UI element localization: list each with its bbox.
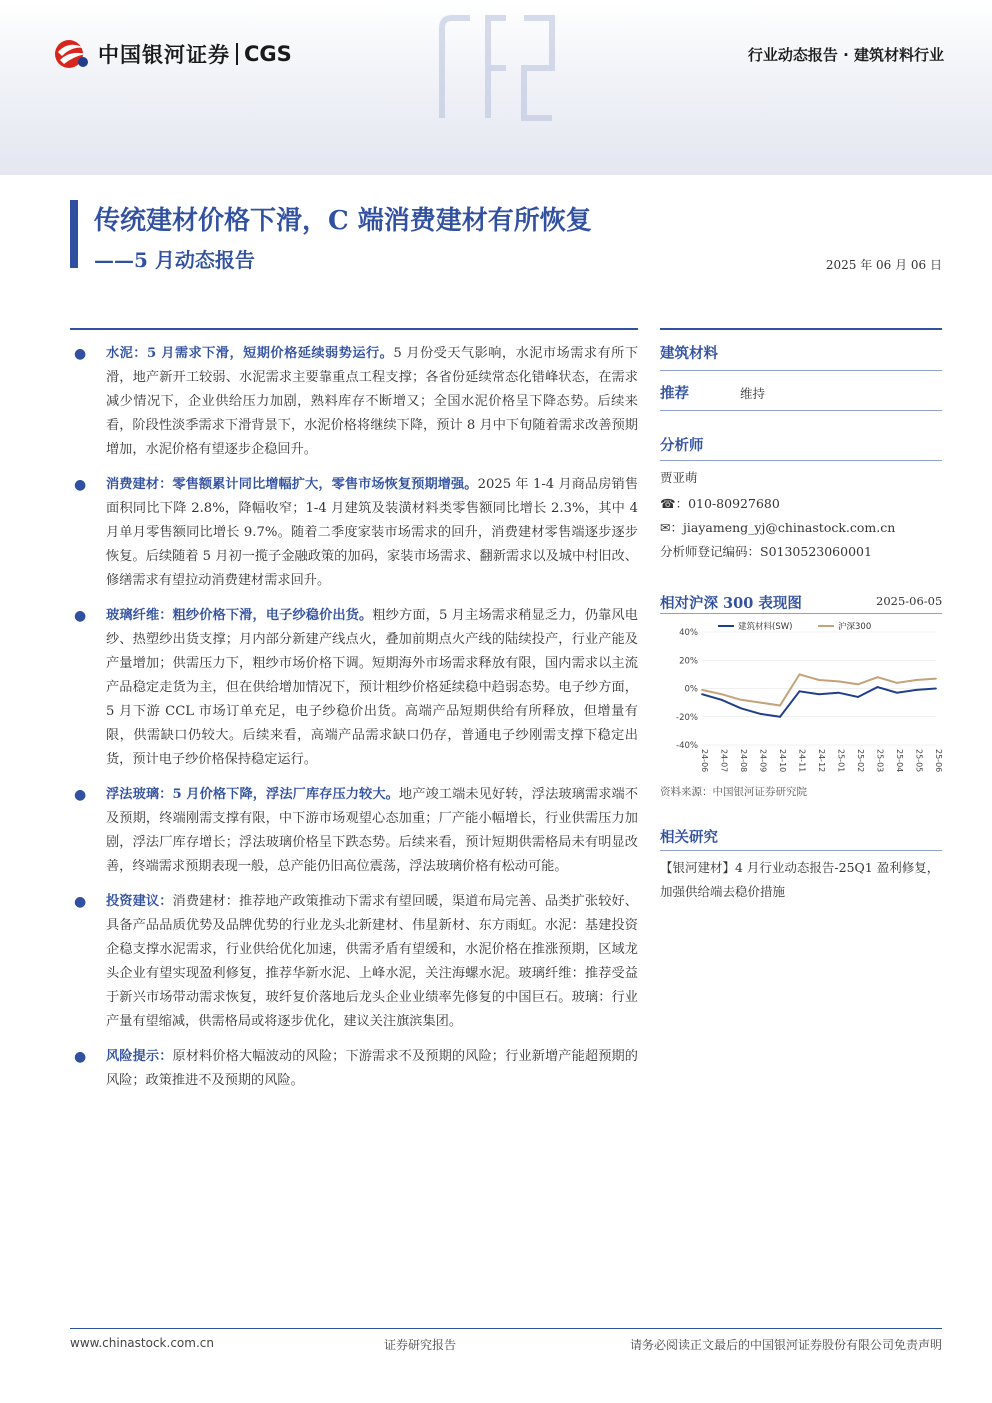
bullet-cement xyxy=(70,342,638,462)
bullet-head: 水泥：5 月需求下滑，短期价格延续弱势运行。 xyxy=(106,346,394,361)
sidebar-divider xyxy=(660,410,942,411)
analyst-license: 分析师登记编码：S0130523060001 xyxy=(660,544,872,559)
series-line xyxy=(702,674,936,705)
phone-icon: ☎ xyxy=(660,496,676,511)
bullet-dot-icon: ● xyxy=(74,346,87,362)
series-point xyxy=(779,705,781,707)
bullet-body: 消费建材：推荐地产政策推动下需求有望回暖，渠道布局完善、品类扩张较好、具备产品品质优势及品牌优势的行业龙头北新建材、伟星新材、东方雨虹。水泥：基建投资企稳支撑水泥需求，行业供给优化加速，供需矛盾有望缓和，水泥价格在推涨预期，区域龙头企业有望实现盈利修复，推荐华新水泥、上峰水泥，关注海螺水泥。玻璃纤维：推荐受益于新兴市场带动需求恢复，玻纤复价落地后龙头企业业绩率先修复的中国巨石。玻璃：行业产量有望缩减，供需格局或将逐步优化，建议关注旗滨集团。 xyxy=(106,894,638,1029)
bullet-head: 投资建议： xyxy=(106,894,173,909)
x-tick-label: 24-11 xyxy=(797,749,807,773)
x-tick-label: 24-12 xyxy=(817,749,826,773)
sidebar-rating-label: 推荐 xyxy=(660,385,689,402)
series-point xyxy=(779,716,781,718)
chart-source: 资料来源：中国银河证券研究院 xyxy=(660,786,807,798)
footer-website[interactable]: www.chinastock.com.cn xyxy=(70,1336,214,1350)
summary-bullets xyxy=(70,342,638,1104)
chart-date: 2025-06-05 xyxy=(876,594,943,608)
series-point xyxy=(896,682,898,684)
series-point xyxy=(877,686,879,688)
x-tick-label: 24-09 xyxy=(758,749,768,773)
bullet-dot-icon: ● xyxy=(74,608,87,624)
series-point xyxy=(740,707,742,709)
series-point xyxy=(896,692,898,694)
series-point xyxy=(799,673,801,675)
series-point xyxy=(857,683,859,685)
related-header: 相关研究 xyxy=(660,829,718,846)
bullet-dot-icon: ● xyxy=(74,477,87,493)
bullet-head: 风险提示： xyxy=(106,1049,173,1064)
series-point xyxy=(916,679,918,681)
x-tick-label: 25-04 xyxy=(895,749,904,773)
chart-title: 相对沪深 300 表现图 xyxy=(660,595,802,612)
bullet-float-glass xyxy=(70,783,638,879)
series-point xyxy=(701,689,703,691)
logo-text: 中国银河证券 xyxy=(98,43,230,67)
legend-label: 沪深300 xyxy=(838,622,872,632)
analyst-email-row: ✉：jiayameng_yj@chinastock.com.cn xyxy=(660,520,896,535)
bullet-head: 浮法玻璃：5 月价格下降，浮法厂库存压力较大。 xyxy=(106,787,399,802)
x-tick-label: 25-05 xyxy=(914,749,924,773)
page-title: 传统建材价格下滑，C 端消费建材有所恢复 xyxy=(94,206,592,236)
x-tick-label: 24-06 xyxy=(700,749,709,773)
related-item[interactable]: 【银河建材】4 月行业动态报告-25Q1 盈利修复，加强供给端去稳价措施 xyxy=(660,860,940,899)
series-point xyxy=(740,699,742,701)
sidebar-divider xyxy=(660,850,942,851)
bullet-head: 消费建材：零售额累计同比增幅扩大，零售市场恢复预期增强。 xyxy=(106,477,478,492)
series-point xyxy=(721,693,723,695)
bullet-risk xyxy=(70,1045,638,1093)
series-point xyxy=(857,696,859,698)
bullet-dot-icon: ● xyxy=(74,787,87,803)
y-tick-label: 40% xyxy=(679,628,698,638)
x-tick-label: 25-06 xyxy=(934,749,943,773)
series-point xyxy=(877,676,879,678)
logo-cgs: CGS xyxy=(244,42,292,66)
series-line xyxy=(702,687,936,717)
series-point xyxy=(760,702,762,704)
series-point xyxy=(818,679,820,681)
sidebar-rule xyxy=(660,328,942,330)
sidebar-divider xyxy=(660,460,942,461)
bullet-body: 2025 年 1-4 月商品房销售面积同比下降 2.8%，降幅收窄；1-4 月建筑及装潢材料类零售额同比增长 2.3%，其中 4 月单月零售额同比增长 9.7%。随着二季度家装市场需求的回升，消费建材零售端逐步逐步恢复。后续随着 5 月初一揽子金融政策的加码，家装市场需求、翻新需求以及城中村旧改、修缮需求有望拉动消费建材需求回升。 xyxy=(106,477,639,588)
x-tick-label: 25-03 xyxy=(875,749,885,773)
bullet-head: 玻璃纤维：粗纱价格下滑，电子纱稳价出货。 xyxy=(106,608,373,623)
report-type: 行业动态报告 · 建筑材料行业 xyxy=(747,46,944,64)
analyst-phone: 010-80927680 xyxy=(688,496,780,511)
logo-divider xyxy=(236,43,238,65)
series-point xyxy=(818,693,820,695)
brand-logo[interactable] xyxy=(54,38,292,70)
analyst-email[interactable]: jiayameng_yj@chinastock.com.cn xyxy=(683,520,896,535)
series-point xyxy=(916,689,918,691)
bullet-body: 粗纱方面，5 月主场需求稍显乏力，仍靠风电纱、热塑纱出货支撑；月内部分新建产线点火，叠加前期点火产线的陆续投产，行业产能及产量增加；供需压力下，粗纱市场价格下调。短期海外市场需求释放有限，国内需求以主流产品稳定走货为主，但在供给增加情况下，预计粗纱价格延续稳中趋弱态势。电子纱方面，5 月下游 CCL 市场订单充足，电子纱稳价出货。高端产品短期供给有所释放，但增量有限，供需缺口仍较大。后续来看，高端产品需求缺口仍存，普通电子纱刚需支撑下稳定出货，预计电子纱价格保持稳定运行。 xyxy=(106,608,638,767)
series-point xyxy=(799,690,801,692)
x-tick-label: 25-02 xyxy=(856,749,865,773)
y-tick-label: 0% xyxy=(684,684,698,695)
x-tick-label: 24-10 xyxy=(778,749,787,773)
y-tick-label: -40% xyxy=(676,741,698,751)
y-tick-label: 20% xyxy=(679,656,698,667)
relative-performance-chart xyxy=(660,620,942,800)
series-point xyxy=(935,678,937,680)
cgs-watermark-icon xyxy=(432,8,562,132)
x-tick-label: 24-08 xyxy=(739,749,748,773)
page-subtitle: ——5 月动态报告 xyxy=(94,248,255,272)
analyst-name: 贾亚萌 xyxy=(660,470,698,485)
x-tick-label: 24-07 xyxy=(719,749,729,773)
bullet-body: 原材料价格大幅波动的风险；下游需求不及预期的风险；行业新增产能超预期的风险；政策推进不及预期的风险。 xyxy=(106,1049,638,1088)
footer-disclaimer: 请务必阅读正文最后的中国银河证券股份有限公司免责声明 xyxy=(629,1338,942,1352)
series-point xyxy=(838,681,840,683)
y-tick-label: -20% xyxy=(676,712,698,723)
sidebar-analyst-header: 分析师 xyxy=(660,437,704,454)
bullet-body: 地产竣工端未见好转，浮法玻璃需求端不及预期，终端刚需支撑有限，中下游市场观望心态加重；厂产能小幅增长，行业供需压力加剧，浮法厂库存增长；浮法玻璃价格呈下跌态势。后续来看，预计短期供需格局未有明显改善，终端需求预期表现一般，总产能仍旧高位震荡，浮法玻璃价格有松动可能。 xyxy=(106,787,639,874)
series-point xyxy=(721,699,723,701)
report-date: 2025 年 06 月 06 日 xyxy=(825,258,942,272)
footer-center: 证券研究报告 xyxy=(384,1338,457,1352)
sidebar-industry: 建筑材料 xyxy=(660,345,718,362)
bullet-fiberglass xyxy=(70,604,638,772)
bullet-dot-icon: ● xyxy=(74,894,87,910)
x-tick-label: 25-01 xyxy=(836,749,846,773)
footer-rule xyxy=(70,1328,942,1329)
logo-icon xyxy=(54,38,90,70)
legend-label: 建筑材料(SW) xyxy=(738,622,793,632)
series-point xyxy=(701,693,703,695)
series-point xyxy=(760,713,762,715)
sidebar-rating-value: 维持 xyxy=(740,386,766,401)
main-column-rule xyxy=(70,328,638,330)
title-accent-bar xyxy=(70,200,78,268)
bullet-investment xyxy=(70,890,638,1034)
bullet-body: 5 月份受天气影响，水泥市场需求有所下滑，地产新开工较弱、水泥需求主要靠重点工程支撑；各省份延续常态化错峰状态，在需求减少情况下，企业供给压力加剧，熟料库存不断增又；全国水泥价格呈下降态势。后续来看，阶段性淡季需求下滑背景下，水泥价格将继续下降，预计 8 月中下旬随着需求改善预期增加，水泥价格有望逐步企稳回升。 xyxy=(106,346,639,457)
sidebar-divider xyxy=(660,370,942,371)
series-point xyxy=(838,692,840,694)
analyst-phone-row: ☎：010-80927680 xyxy=(660,496,780,511)
bullet-consumer-materials xyxy=(70,473,638,593)
mail-icon: ✉ xyxy=(660,520,671,535)
series-point xyxy=(935,688,937,690)
bullet-dot-icon: ● xyxy=(74,1049,87,1065)
sidebar-divider xyxy=(660,613,942,614)
